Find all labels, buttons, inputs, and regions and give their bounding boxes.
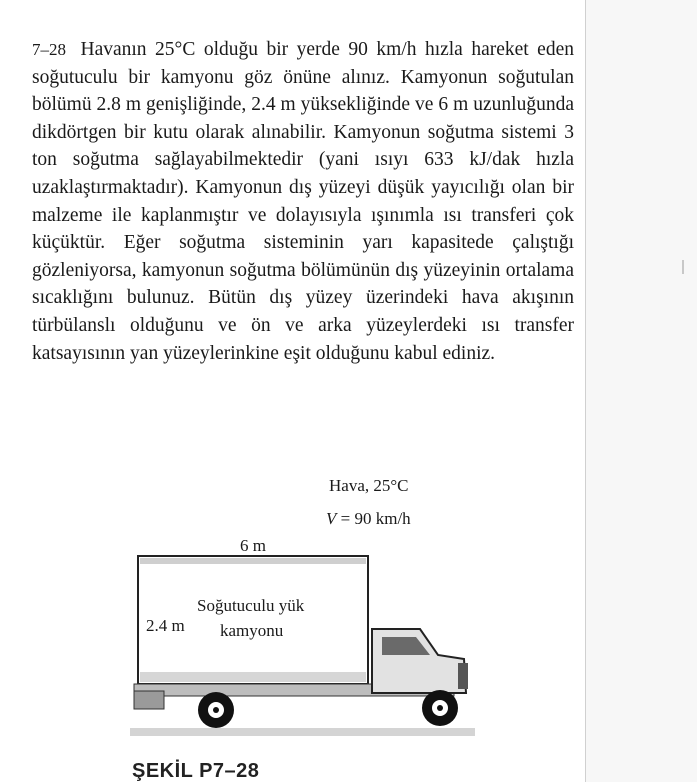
rear-bumper — [134, 691, 164, 709]
rear-wheel-icon — [198, 692, 234, 728]
refrigerated-truck-figure — [120, 545, 480, 755]
problem-text: Havanın 25°C olduğu bir yerde 90 km/h hızla hareket eden soğutuculu bir kamyonu göz önüne alınız. Kamyonun soğutulan bölümü 2.8 m genişliğinde, 2.4 m yüksekliğinde ve 6 m uzunluğunda dikdörtgen bir kutu olarak alınabilir. Kamyonun soğutma sistemi 3 ton soğutma sağlayabilmektedir (yani ısıyı 633 kJ/dak hızla uzaklaştırmaktadır). Kamyonun dış yüzeyi düşük yayıcılığı olan bir malzeme ile kaplanmıştır ve dolayısıyla ışınımla ısı transferi çok küçüktür. Eğer soğutma sisteminin yarı kapasitede çalıştığı gözleniyorsa, kamyonun soğutma bölümünün dış yüzeyinin ortalama sıcaklığını bulunuz. Bütün dış yüzey üzerindeki hava akışının türbülanslı olduğunu ve ön ve arka yüzeylerdeki ısı transfer katsayısının yan yüzeylerinkine eşit olduğunu kabul ediniz. — [32, 39, 574, 364]
cargo-box-bottom-rail — [140, 672, 366, 682]
truck-box-label-line2: kamyonu — [220, 621, 284, 640]
truck-length-label: 6 m — [240, 536, 266, 555]
figure-caption: ŞEKİL P7–28 — [132, 760, 260, 782]
problem-number: 7–28 — [32, 40, 66, 59]
cargo-box-top-rail — [140, 558, 366, 564]
front-wheel-icon — [422, 690, 458, 726]
velocity-value: = 90 km/h — [336, 509, 411, 528]
problem-statement — [32, 36, 574, 367]
velocity-symbol: V — [326, 509, 337, 528]
right-margin-panel — [585, 0, 697, 782]
front-grille — [458, 663, 468, 689]
air-velocity-label — [326, 509, 411, 529]
air-temperature-label: Hava, 25°C — [329, 476, 409, 495]
scroll-indicator[interactable] — [682, 260, 684, 274]
truck-box-label-line1: Soğutuculu yük — [197, 596, 305, 615]
truck-height-label: 2.4 m — [146, 616, 185, 635]
ground — [130, 728, 475, 736]
